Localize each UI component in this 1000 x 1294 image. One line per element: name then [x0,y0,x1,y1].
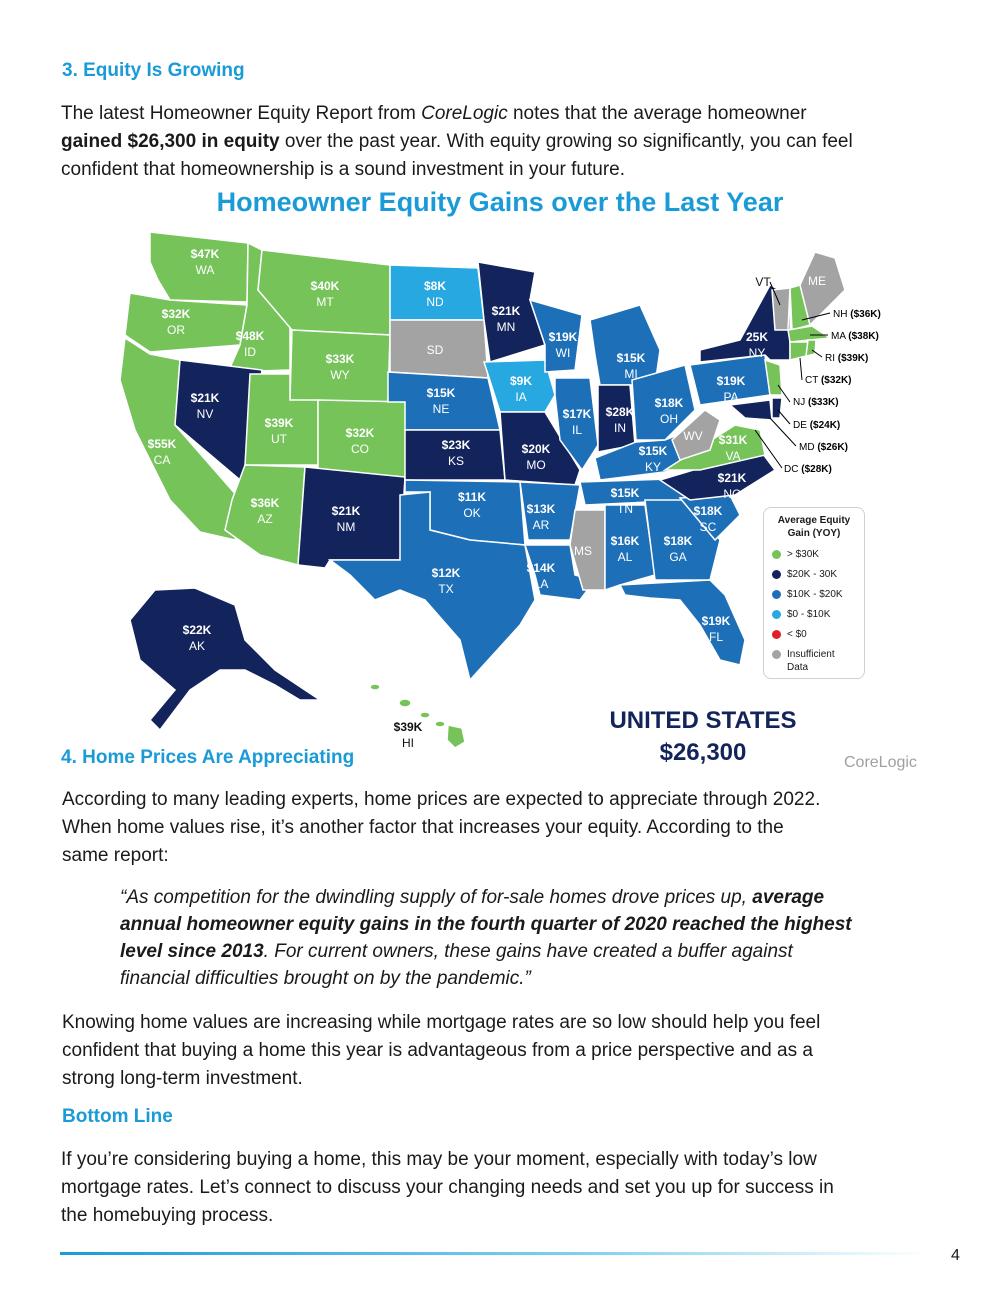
state-abbr-hi: HI [402,736,414,750]
legend-item-10-20 [772,584,864,604]
state-amount-in: $28K [605,405,635,419]
state-abbr-wa: WA [195,263,215,277]
state-amount-ak: $22K [182,623,212,637]
state-amount-ia: $9K [509,374,533,388]
legend-item-0-10 [772,604,864,624]
state-amount-mn: $21K [491,304,521,318]
state-abbr-id: ID [244,345,256,359]
legend-label: $10K - $20K [787,588,843,600]
state-amount-mo: $20K [521,442,551,456]
state-abbr-nm: NM [336,520,356,534]
section-4-paragraph-1 [62,786,942,870]
state-de [772,398,782,418]
state-abbr-tx: TX [438,582,454,596]
state-amount-mi: $15K [616,351,646,365]
state-amount-or: $32K [161,307,191,321]
state-amount-fl: $19K [701,614,731,628]
state-abbr-nv: NV [196,407,214,421]
state-amount-oh: $18K [654,396,684,410]
map-title: Homeowner Equity Gains over the Last Year [216,187,784,217]
state-amount-nc: $21K [717,471,747,485]
state-amount-ks: $23K [441,438,471,452]
state-abbr-wy: WY [330,368,350,382]
callout-nh: NH ($36K) [833,309,881,320]
state-amount-ut: $39K [264,416,294,430]
state-ct [790,342,808,360]
state-amount-wa: $47K [190,247,220,261]
state-abbr-ok: OK [463,506,481,520]
bottom-line-paragraph [61,1146,941,1230]
state-abbr-ny: NY [748,346,766,360]
state-abbr-or: OR [167,323,185,337]
map-source: CoreLogic [844,754,917,771]
map-legend [763,507,865,679]
para-text: over the past year. With equity growing so significantly, you can feel [279,131,853,152]
state-abbr-tn: TN [617,502,633,516]
para-line: When home values rise, it’s another factor that increases your equity. According to the [62,817,784,838]
state-abbr-nd: ND [426,295,444,309]
state-abbr-sc: SC [699,520,717,534]
state-abbr-ks: KS [447,454,465,468]
report-quote [120,884,940,992]
legend-dot-icon [772,650,781,659]
legend-dot-icon [772,630,781,639]
para-line: confident that buying a home this year is advantageous from a price perspective and as a [62,1040,813,1061]
state-abbr-ca: CA [153,453,171,467]
legend-dot-icon [772,550,781,559]
legend-title [764,514,864,540]
state-amount-sc: $18K [693,504,723,518]
equity-gain-highlight: gained $26,300 in equity [61,131,280,152]
legend-label-line: Insufficient [787,649,835,660]
state-amount-id: $48K [235,329,265,343]
para-line: According to many leading experts, home prices are expected to appreciate through 2022. [62,789,821,810]
legend-label: > $30K [787,548,819,560]
source-name: CoreLogic [421,103,508,124]
state-abbr-in: IN [614,421,626,435]
legend-label: < $0 [787,628,807,640]
legend-label: $0 - $10K [787,608,831,620]
para-line: If you’re considering buying a home, this may be your moment, especially with today’s low [61,1149,817,1170]
state-amount-wy: $33K [325,352,355,366]
state-abbr-sd: SD [426,343,444,357]
state-abbr-al: AL [617,550,633,564]
state-abbr-il: IL [571,423,583,437]
legend-dot-icon [772,610,781,619]
quote-emphasis: average [752,887,825,908]
legend-label-line: Data [787,662,809,673]
callout-de: DE ($24K) [793,420,841,431]
state-abbr-mi: MI [624,367,638,381]
state-abbr-vt: VT [755,275,771,289]
para-line: strong long-term investment. [62,1068,303,1089]
legend-title-line: Gain (YOY) [787,528,841,539]
legend-dot-icon [772,590,781,599]
state-amount-nm: $21K [331,504,361,518]
us-total [593,707,813,767]
state-abbr-ne: NE [432,402,450,416]
para-text: confident that homeownership is a sound investment in your future. [61,159,625,180]
state-abbr-ga: GA [669,550,687,564]
para-line: Knowing home values are increasing while mortgage rates are so low should help you feel [62,1012,821,1033]
state-abbr-mo: MO [526,458,546,472]
state-amount-ca: $55K [147,437,177,451]
callout-ct: CT ($32K) [805,375,852,386]
state-abbr-mn: MN [496,320,516,334]
state-abbr-ky: KY [644,460,662,474]
para-text: The latest Homeowner Equity Report from [61,103,422,124]
footer-divider [60,1252,930,1255]
legend-label [787,648,835,674]
state-abbr-nc: NC [723,487,741,501]
state-hi [370,684,465,748]
state-vt [772,288,790,330]
quote-emphasis: level since 2013 [120,941,264,962]
state-abbr-ut: UT [271,432,287,446]
state-amount-ar: $13K [526,502,556,516]
us-equity-map [0,220,1000,780]
state-abbr-wi: WI [555,346,571,360]
legend-item-lt0 [772,624,864,644]
state-ne [388,372,500,430]
state-abbr-me: ME [808,274,826,288]
callout-nj: NJ ($33K) [793,397,839,408]
us-total-label: UNITED STATES [609,707,797,734]
state-amount-co: $32K [345,426,375,440]
legend-dot-icon [772,570,781,579]
state-abbr-mt: MT [316,295,334,309]
state-amount-il: $17K [562,407,592,421]
legend-item-gt30 [772,544,864,564]
section-3-heading: 3. Equity Is Growing [62,60,245,81]
state-abbr-co: CO [351,442,369,456]
us-total-value: $26,300 [659,739,747,766]
callout-ri: RI ($39K) [825,353,869,364]
page-number: 4 [951,1247,960,1264]
state-amount-pa: $19K [716,374,746,388]
section-3-paragraph [61,100,941,184]
para-line: same report: [62,845,169,866]
state-amount-az: $36K [250,496,280,510]
state-abbr-az: AZ [257,512,273,526]
section-4-heading: 4. Home Prices Are Appreciating [61,747,355,768]
state-amount-wi: $19K [548,330,578,344]
state-amount-nv: $21K [190,391,220,405]
state-abbr-ms: MS [574,544,592,558]
state-abbr-ar: AR [532,518,550,532]
bottom-line-heading: Bottom Line [62,1106,173,1127]
quote-text: “As competition for the dwindling supply of for-sale homes drove prices up, [120,887,753,908]
state-abbr-wv: WV [683,429,703,443]
state-abbr-la: LA [533,577,549,591]
state-abbr-pa: PA [723,390,739,404]
state-amount-tx: $12K [431,566,461,580]
legend-label: $20K - 30K [787,568,838,580]
state-amount-ny: 25K [745,330,769,344]
section-4-paragraph-2 [62,1009,942,1093]
state-amount-al: $16K [610,534,640,548]
state-ak [130,588,320,730]
state-amount-ne: $15K [426,386,456,400]
callout-md: MD ($26K) [799,442,848,453]
state-abbr-ia: IA [515,390,527,404]
para-line: mortgage rates. Let’s connect to discuss your changing needs and set you up for success in [61,1177,834,1198]
ct-leader-line [800,358,802,380]
quote-text: . For current owners, these gains have created a buffer against [263,941,793,962]
para-line: the homebuying process. [61,1205,274,1226]
state-abbr-ak: AK [188,639,206,653]
state-amount-hi: $39K [393,720,423,734]
para-text: notes that the average homeowner [507,103,807,124]
state-wy [290,330,390,402]
quote-emphasis: annual homeowner equity gains in the fourth quarter of 2020 reached the highest [120,914,852,935]
state-amount-mt: $40K [310,279,340,293]
legend-item-insufficient [772,644,864,678]
state-ri [806,340,816,356]
state-amount-ok: $11K [457,490,487,504]
state-amount-la: $14K [526,561,556,575]
state-abbr-va: VA [725,449,741,463]
callout-ma: MA ($38K) [831,331,879,342]
state-abbr-oh: OH [660,412,678,426]
state-amount-tn: $15K [610,486,640,500]
state-amount-ga: $18K [663,534,693,548]
state-abbr-fl: FL [708,630,724,644]
state-amount-va: $31K [718,433,748,447]
legend-item-20-30 [772,564,864,584]
state-amount-nd: $8K [423,279,447,293]
state-amount-ky: $15K [638,444,668,458]
callout-dc: DC ($28K) [784,464,832,475]
quote-text: financial difficulties brought on by the pandemic.” [120,968,531,989]
legend-title-line: Average Equity [777,515,851,526]
